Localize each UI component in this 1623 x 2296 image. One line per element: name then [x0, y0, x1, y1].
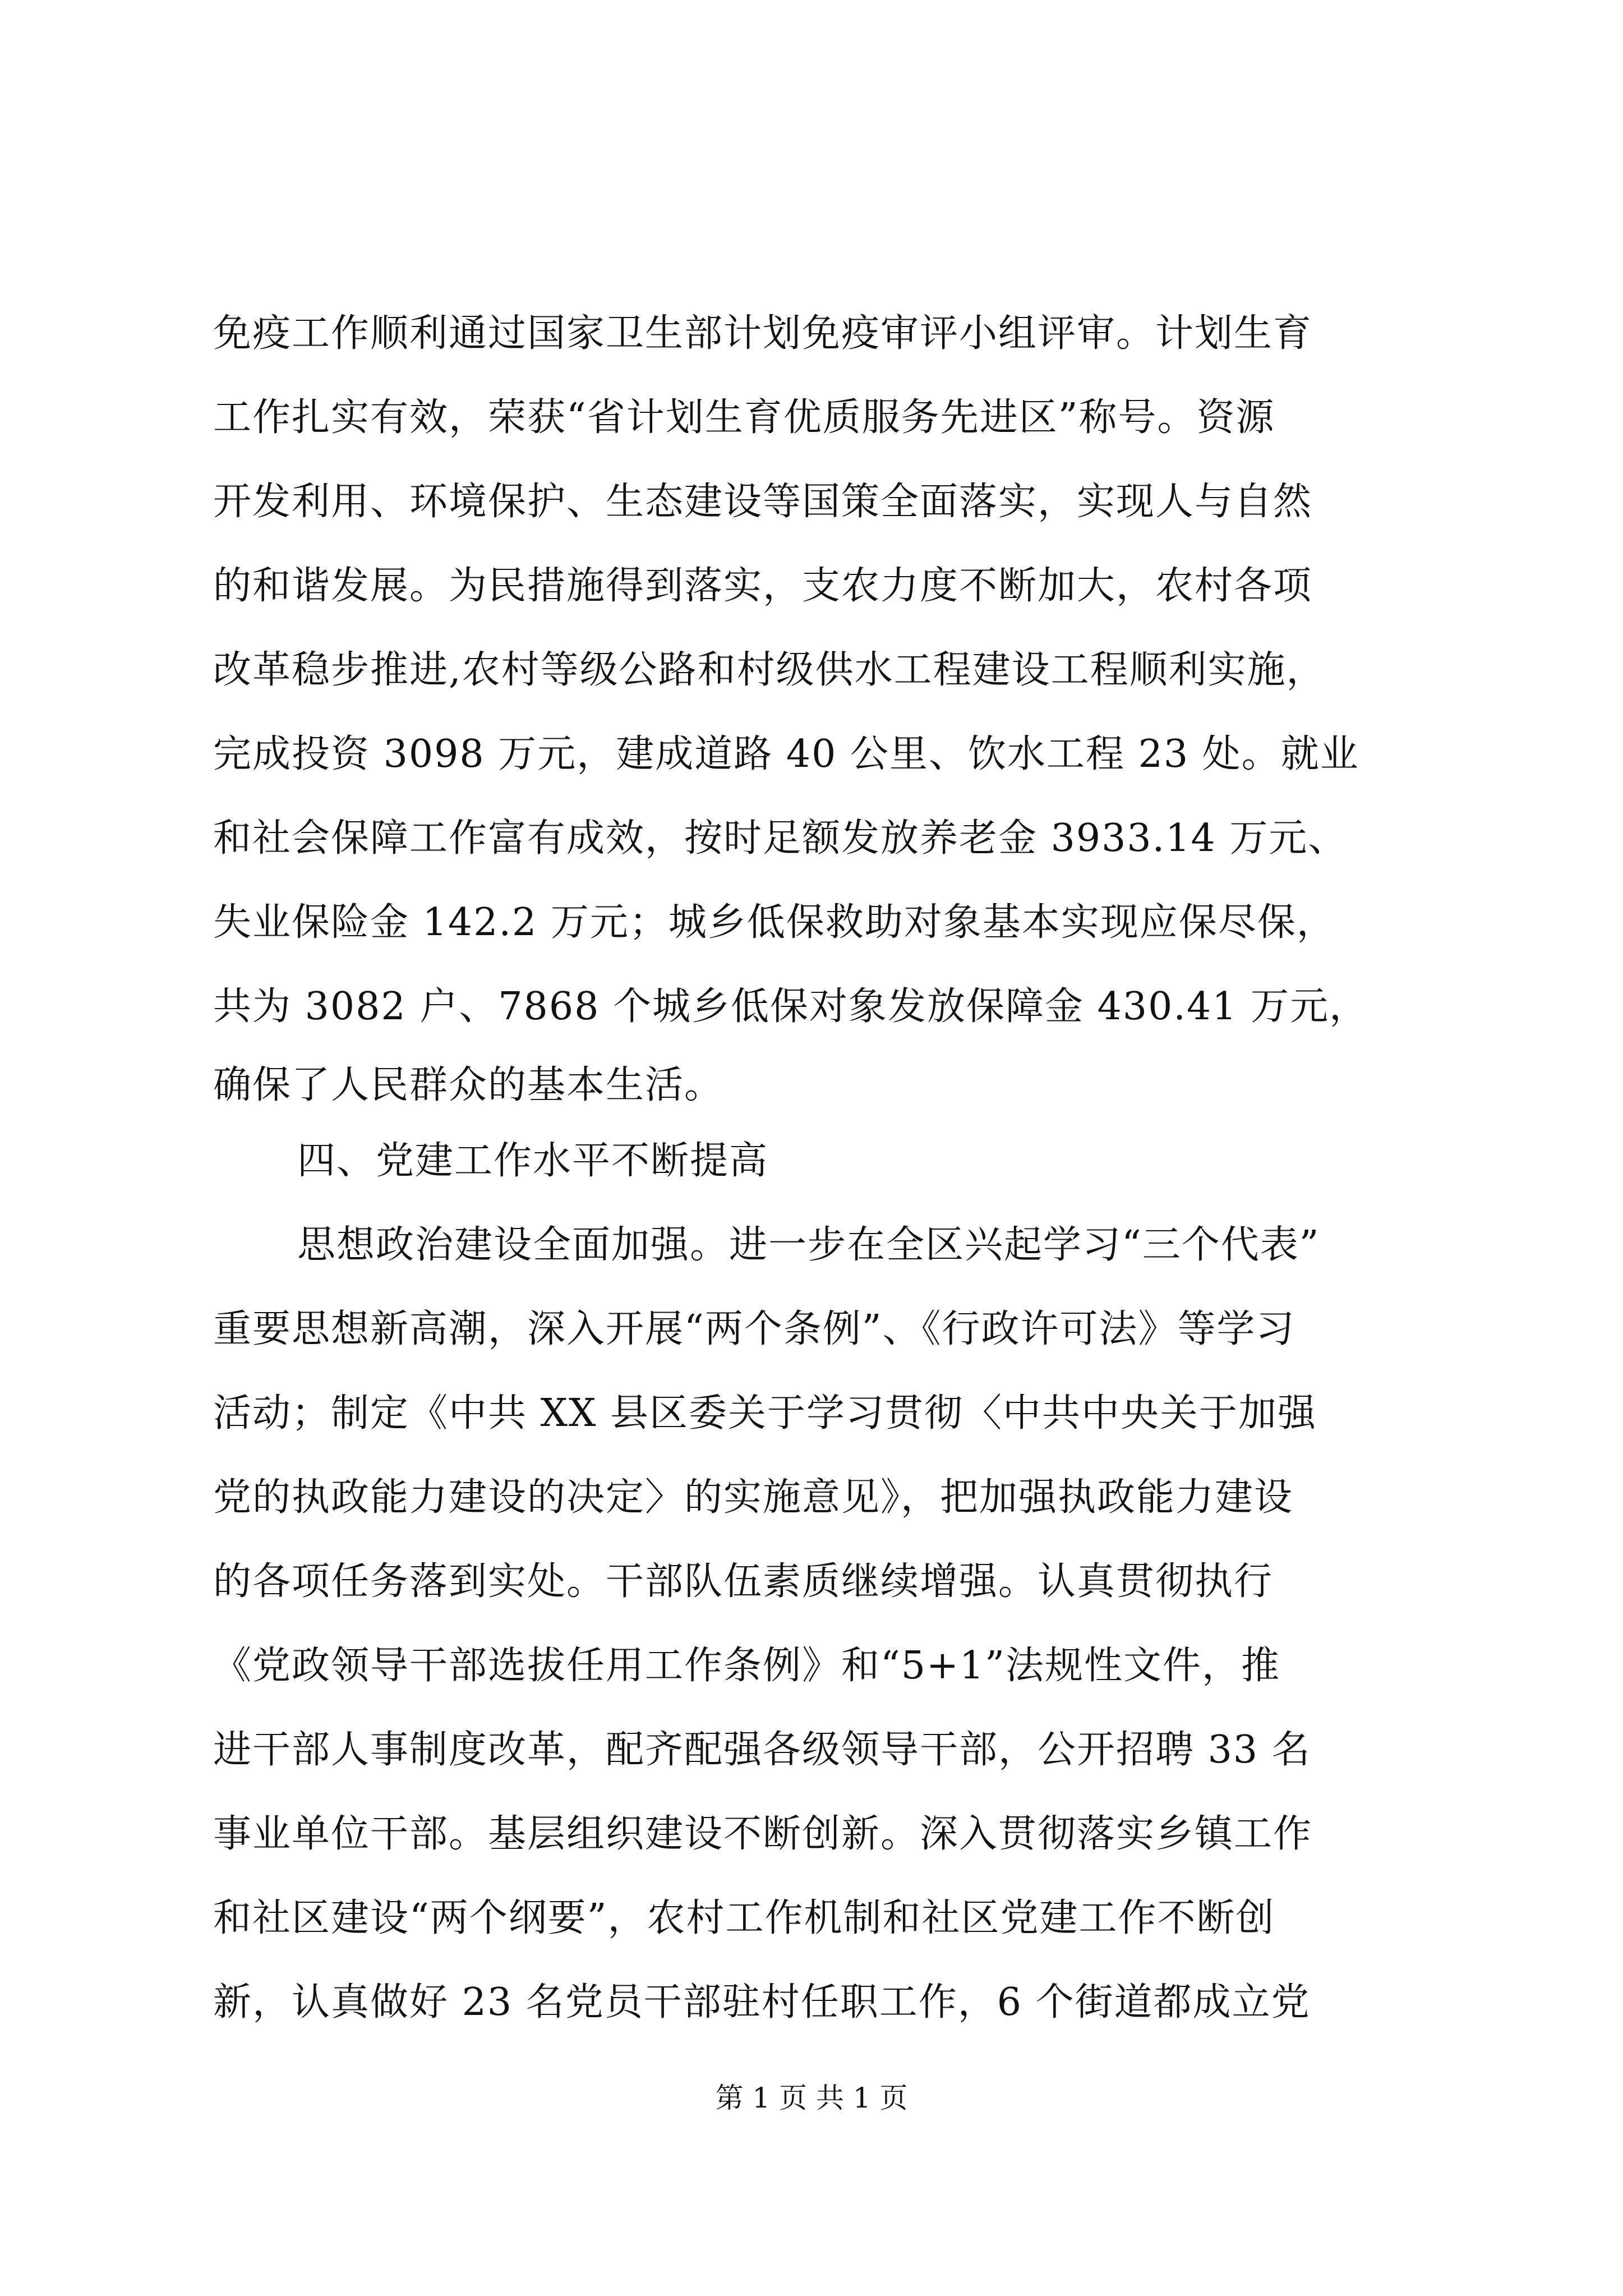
- text-line: 共为 3082 户、7868 个城乡低保对象发放保障金 430.41 万元，: [213, 984, 1369, 1029]
- text-line: 党的执政能力建设的决定〉的实施意见》，把加强执政能力建设: [213, 1475, 1294, 1520]
- text-line: 完成投资 3098 万元，建成道路 40 公里、饮水工程 23 处。就业: [213, 732, 1359, 776]
- text-line: 进干部人事制度改革，配齐配强各级领导干部，公开招聘 33 名: [213, 1728, 1311, 1772]
- text-line: 事业单位干部。基层组织建设不断创新。深入贯彻落实乡镇工作: [213, 1812, 1313, 1856]
- text-line: 免疫工作顺利通过国家卫生部计划免疫审评小组评审。计划生育: [213, 311, 1313, 356]
- text-line: 失业保险金 142.2 万元；城乡低保救助对象基本实现应保尽保，: [213, 900, 1336, 945]
- text-line: 《党政领导干部选拔任用工作条例》和“5+1”法规性文件，推: [213, 1644, 1281, 1688]
- text-line: 思想政治建设全面加强。进一步在全区兴起学习“三个代表”: [297, 1223, 1320, 1267]
- section-heading: 四、党建工作水平不断提高: [297, 1139, 769, 1183]
- text-line: 的各项任务落到实处。干部队伍素质继续增强。认真贯彻执行: [213, 1559, 1274, 1604]
- text-line: 开发利用、环境保护、生态建设等国策全面落实，实现人与自然: [213, 480, 1313, 524]
- page-footer: 第 1 页 共 1 页: [715, 2082, 908, 2114]
- text-line: 改革稳步推进,农村等级公路和村级供水工程建设工程顺利实施，: [213, 648, 1326, 692]
- text-line: 的和谐发展。为民措施得到落实，支农力度不断加大，农村各项: [213, 564, 1313, 608]
- text-line: 工作扎实有效，荣获“省计划生育优质服务先进区”称号。资源: [213, 395, 1275, 440]
- text-line: 和社会保障工作富有成效，按时足额发放养老金 3933.14 万元、: [213, 816, 1348, 861]
- text-line: 新，认真做好 23 名党员干部驻村任职工作，6 个街道都成立党: [213, 1980, 1311, 2024]
- text-line: 活动；制定《中共 XX 县区委关于学习贯彻〈中共中央关于加强: [213, 1391, 1317, 1435]
- text-line: 重要思想新高潮，深入开展“两个条例”、《行政许可法》等学习: [213, 1307, 1295, 1351]
- text-line: 和社区建设“两个纲要”，农村工作机制和社区党建工作不断创: [213, 1896, 1275, 1940]
- text-line: 确保了人民群众的基本生活。: [213, 1063, 724, 1107]
